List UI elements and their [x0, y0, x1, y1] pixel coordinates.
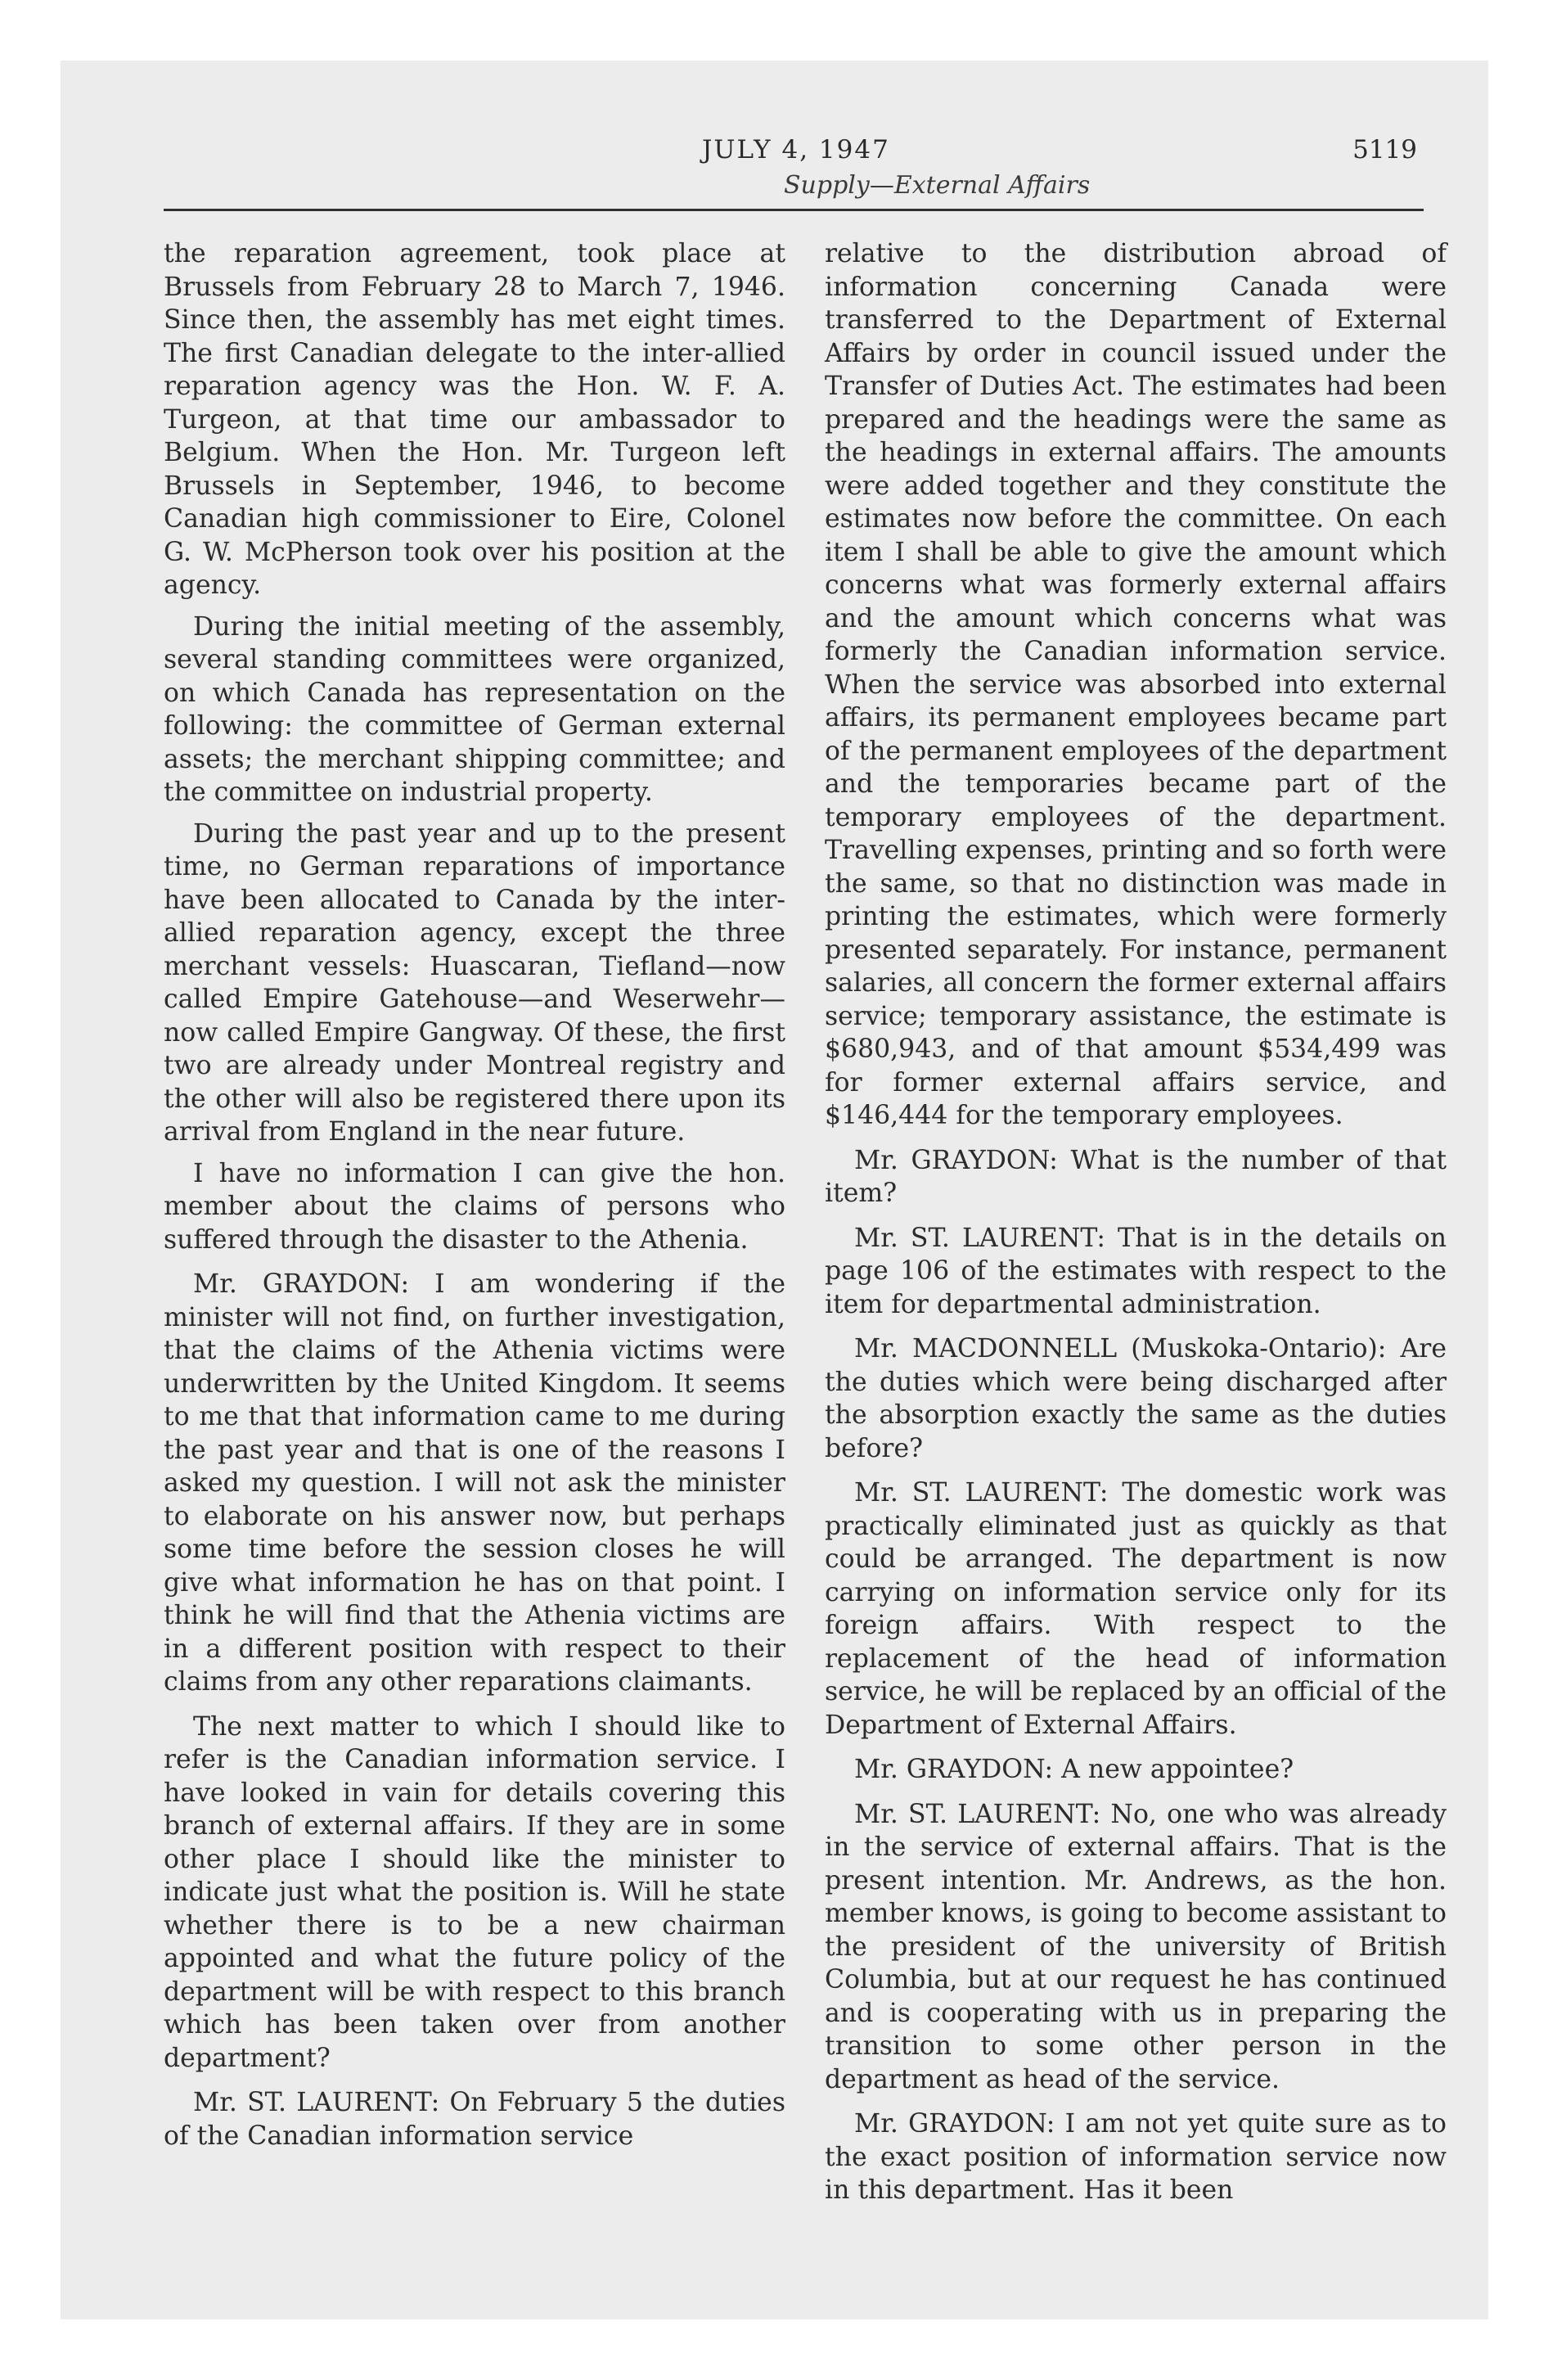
page-header — [164, 135, 1424, 211]
paragraph: During the past year and up to the present time, no German reparations of importance have been allocated to Canada by the inter-allied reparation agency, except the three merchant vessels: Huascaran, Tiefland—now called Empire Gatehouse—and Weserwehr—now called Empire Gangway. Of these, the first two are already under Montreal registry and the other will also be registered there upon its arrival from England in the near future. — [164, 818, 785, 1147]
left-column — [164, 237, 785, 2161]
paragraph: During the initial meeting of the assembly, several standing committees were organized, on which Canada has representation on the following: the committee of German external assets; the merchant shipping committee; and the committee on industrial property. — [164, 611, 785, 807]
paragraph: Mr. ST. LAURENT: On February 5 the duties of the Canadian information service — [164, 2088, 785, 2151]
paragraph: Mr. GRAYDON: I am wondering if the minister will not find, on further investigation, that the claims of the Athenia victims were underwritten by the United Kingdom. It seems to me that that information came to me during the past year and that is one of the reasons I asked my question. I will not ask the minister to elaborate on his answer now, but perhaps some time before the session closes he will give what information he has on that point. I think he will find that the Athenia victims are in a different position with respect to their claims from any other reparations claimants. — [164, 1269, 785, 1697]
paragraph: Mr. ST. LAURENT: That is in the details on page 106 of the estimates with respect to the item for departmental administration. — [825, 1223, 1447, 1319]
paragraph: I have no information I can give the hon. member about the claims of persons who suffered through the disaster to the Athenia. — [164, 1158, 785, 1255]
right-column — [825, 237, 1447, 2215]
paragraph: The next matter to which I should like to refer is the Canadian information service. I have looked in vain for details covering this branch of external affairs. If they are in some other place I should like the minister to indicate just what the position is. Will he state whether there is to be a new chairman appointed and what the future policy of the department will be with respect to this branch which has been taken over from another department? — [164, 1711, 785, 2073]
header-date: JULY 4, 1947 — [702, 135, 890, 165]
paragraph: relative to the distribution abroad of information concerning Canada were transferred to the Department of External Affairs by order in council issued under the Transfer of Duties Act. The estimates had been prepared and the headings were the same as the headings in external affairs. The amounts were added together and they constitute the estimates now before the committee. On each item I shall be able to give the amount which concerns what was formerly external affairs and the amount which concerns what was formerly the Canadian information service. When the service was absorbed into external affairs, its permanent employees became part of the permanent employees of the department and the temporaries became part of the temporary employees of the department. Travelling expenses, printing and so forth were the same, so that no distinction was made in printing the estimates, which were formerly presented separately. For instance, permanent salaries, all concern the former external affairs service; temporary assistance, the estimate is $680,943, and of that amount $534,499 was for former external affairs service, and $146,444 for the temporary employees. — [825, 239, 1447, 1130]
paragraph: Mr. ST. LAURENT: No, one who was already in the service of external affairs. That is the present intention. Mr. Andrews, as the hon. member knows, is going to become assistant to the president of the university of British Columbia, but at our request he has continued and is cooperating with us in preparing the transition to some other person in the department as head of the service. — [825, 1799, 1447, 2094]
paragraph: Mr. MACDONNELL (Muskoka-Ontario): Are the duties which were being discharged after the absorption exactly the same as the duties before? — [825, 1334, 1447, 1463]
section-title: Supply—External Affairs — [784, 171, 1091, 200]
paragraph: Mr. GRAYDON: A new appointee? — [854, 1755, 1294, 1784]
paragraph: Mr. GRAYDON: What is the number of that item? — [825, 1145, 1447, 1208]
paragraph: Mr. ST. LAURENT: The domestic work was practically eliminated just as quickly as that could be arranged. The department is now carrying on information service only for its foreign affairs. With respect to the replacement of the head of information service, he will be replaced by an official of the Department of External Affairs. — [825, 1478, 1447, 1740]
page-number: 5119 — [1352, 135, 1417, 165]
paragraph: Mr. GRAYDON: I am not yet quite sure as to the exact position of information service now in this department. Has it been — [825, 2109, 1447, 2205]
paragraph: the reparation agreement, took place at Brussels from February 28 to March 7, 1946. Since then, the assembly has met eight times. The first Canadian delegate to the inter-allied reparation agency was the Hon. W. F. A. Turgeon, at that time our ambassador to Belgium. When the Hon. Mr. Turgeon left Brussels in September, 1946, to become Canadian high commissioner to Eire, Colonel G. W. McPherson took over his position at the agency. — [164, 239, 785, 600]
